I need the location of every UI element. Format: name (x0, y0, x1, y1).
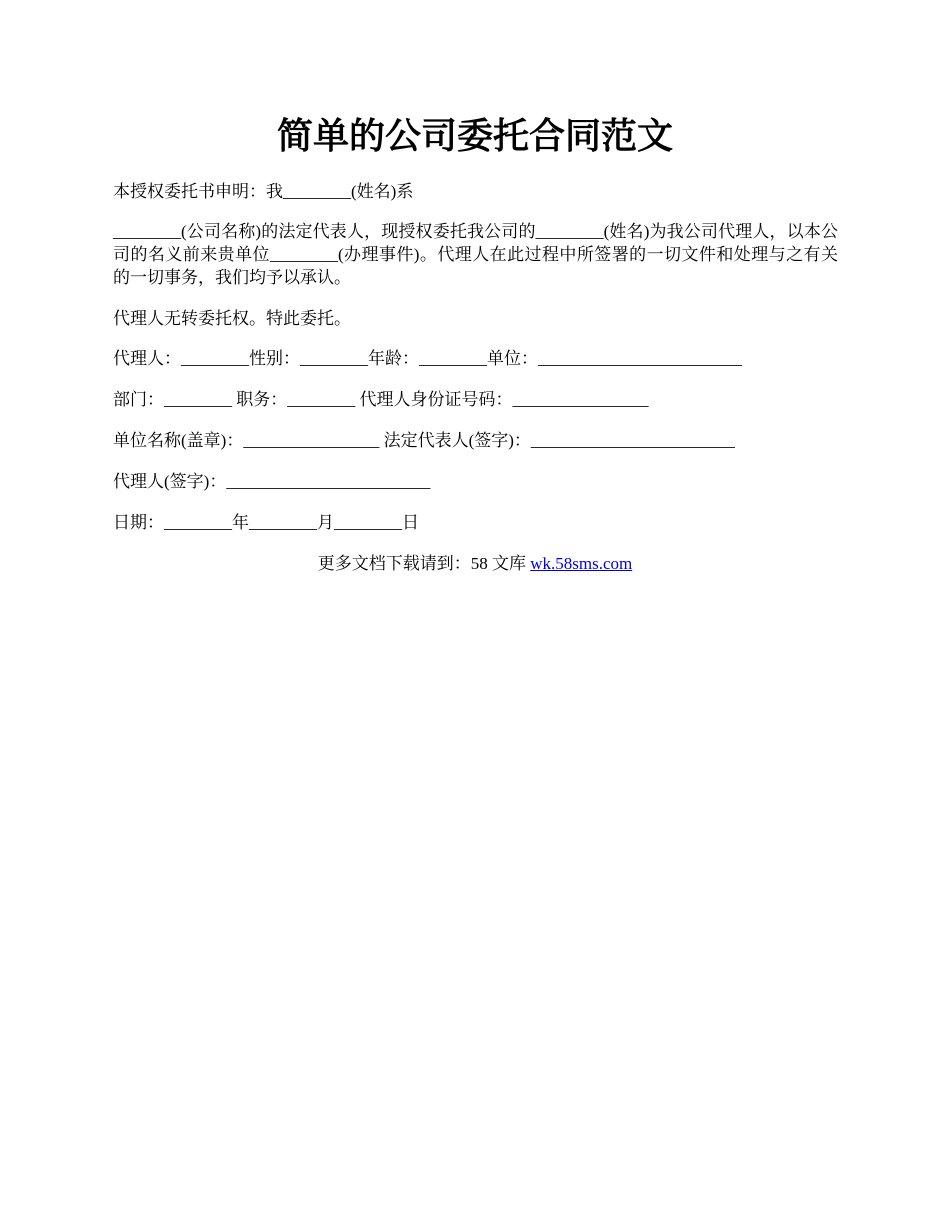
footer-link[interactable]: wk.58sms.com (530, 554, 633, 573)
footer-text: 更多文档下载请到：58 文库 (317, 554, 531, 573)
date-line: 日期：________年________月________日 (113, 513, 419, 532)
agent-info-line: 代理人：________性别：________年龄：________单位：________________________ (113, 349, 742, 368)
document-title: 简单的公司委托合同范文 (276, 116, 673, 156)
agent-signature-line: 代理人(签字)：________________________ (113, 472, 431, 491)
footer (0, 552, 950, 575)
company-signature-line: 单位名称(盖章)：________________ 法定代表人(签字)：________________________ (113, 431, 735, 450)
paragraph-declaration: 本授权委托书申明：我________(姓名)系 (113, 182, 414, 201)
department-line: 部门：________ 职务：________ 代理人身份证号码：________________ (113, 390, 649, 409)
paragraph-no-subdelegation: 代理人无转委托权。特此委托。 (113, 309, 351, 328)
paragraph-authorization: ________(公司名称)的法定代表人，现授权委托我公司的________(姓名)为我公司代理人，以本公司的名义前来贵单位________(办理事件)。代理人在此过程中所签署的一切文件和处理与之有关的一切事务，我们均予以承认。 (113, 222, 838, 287)
